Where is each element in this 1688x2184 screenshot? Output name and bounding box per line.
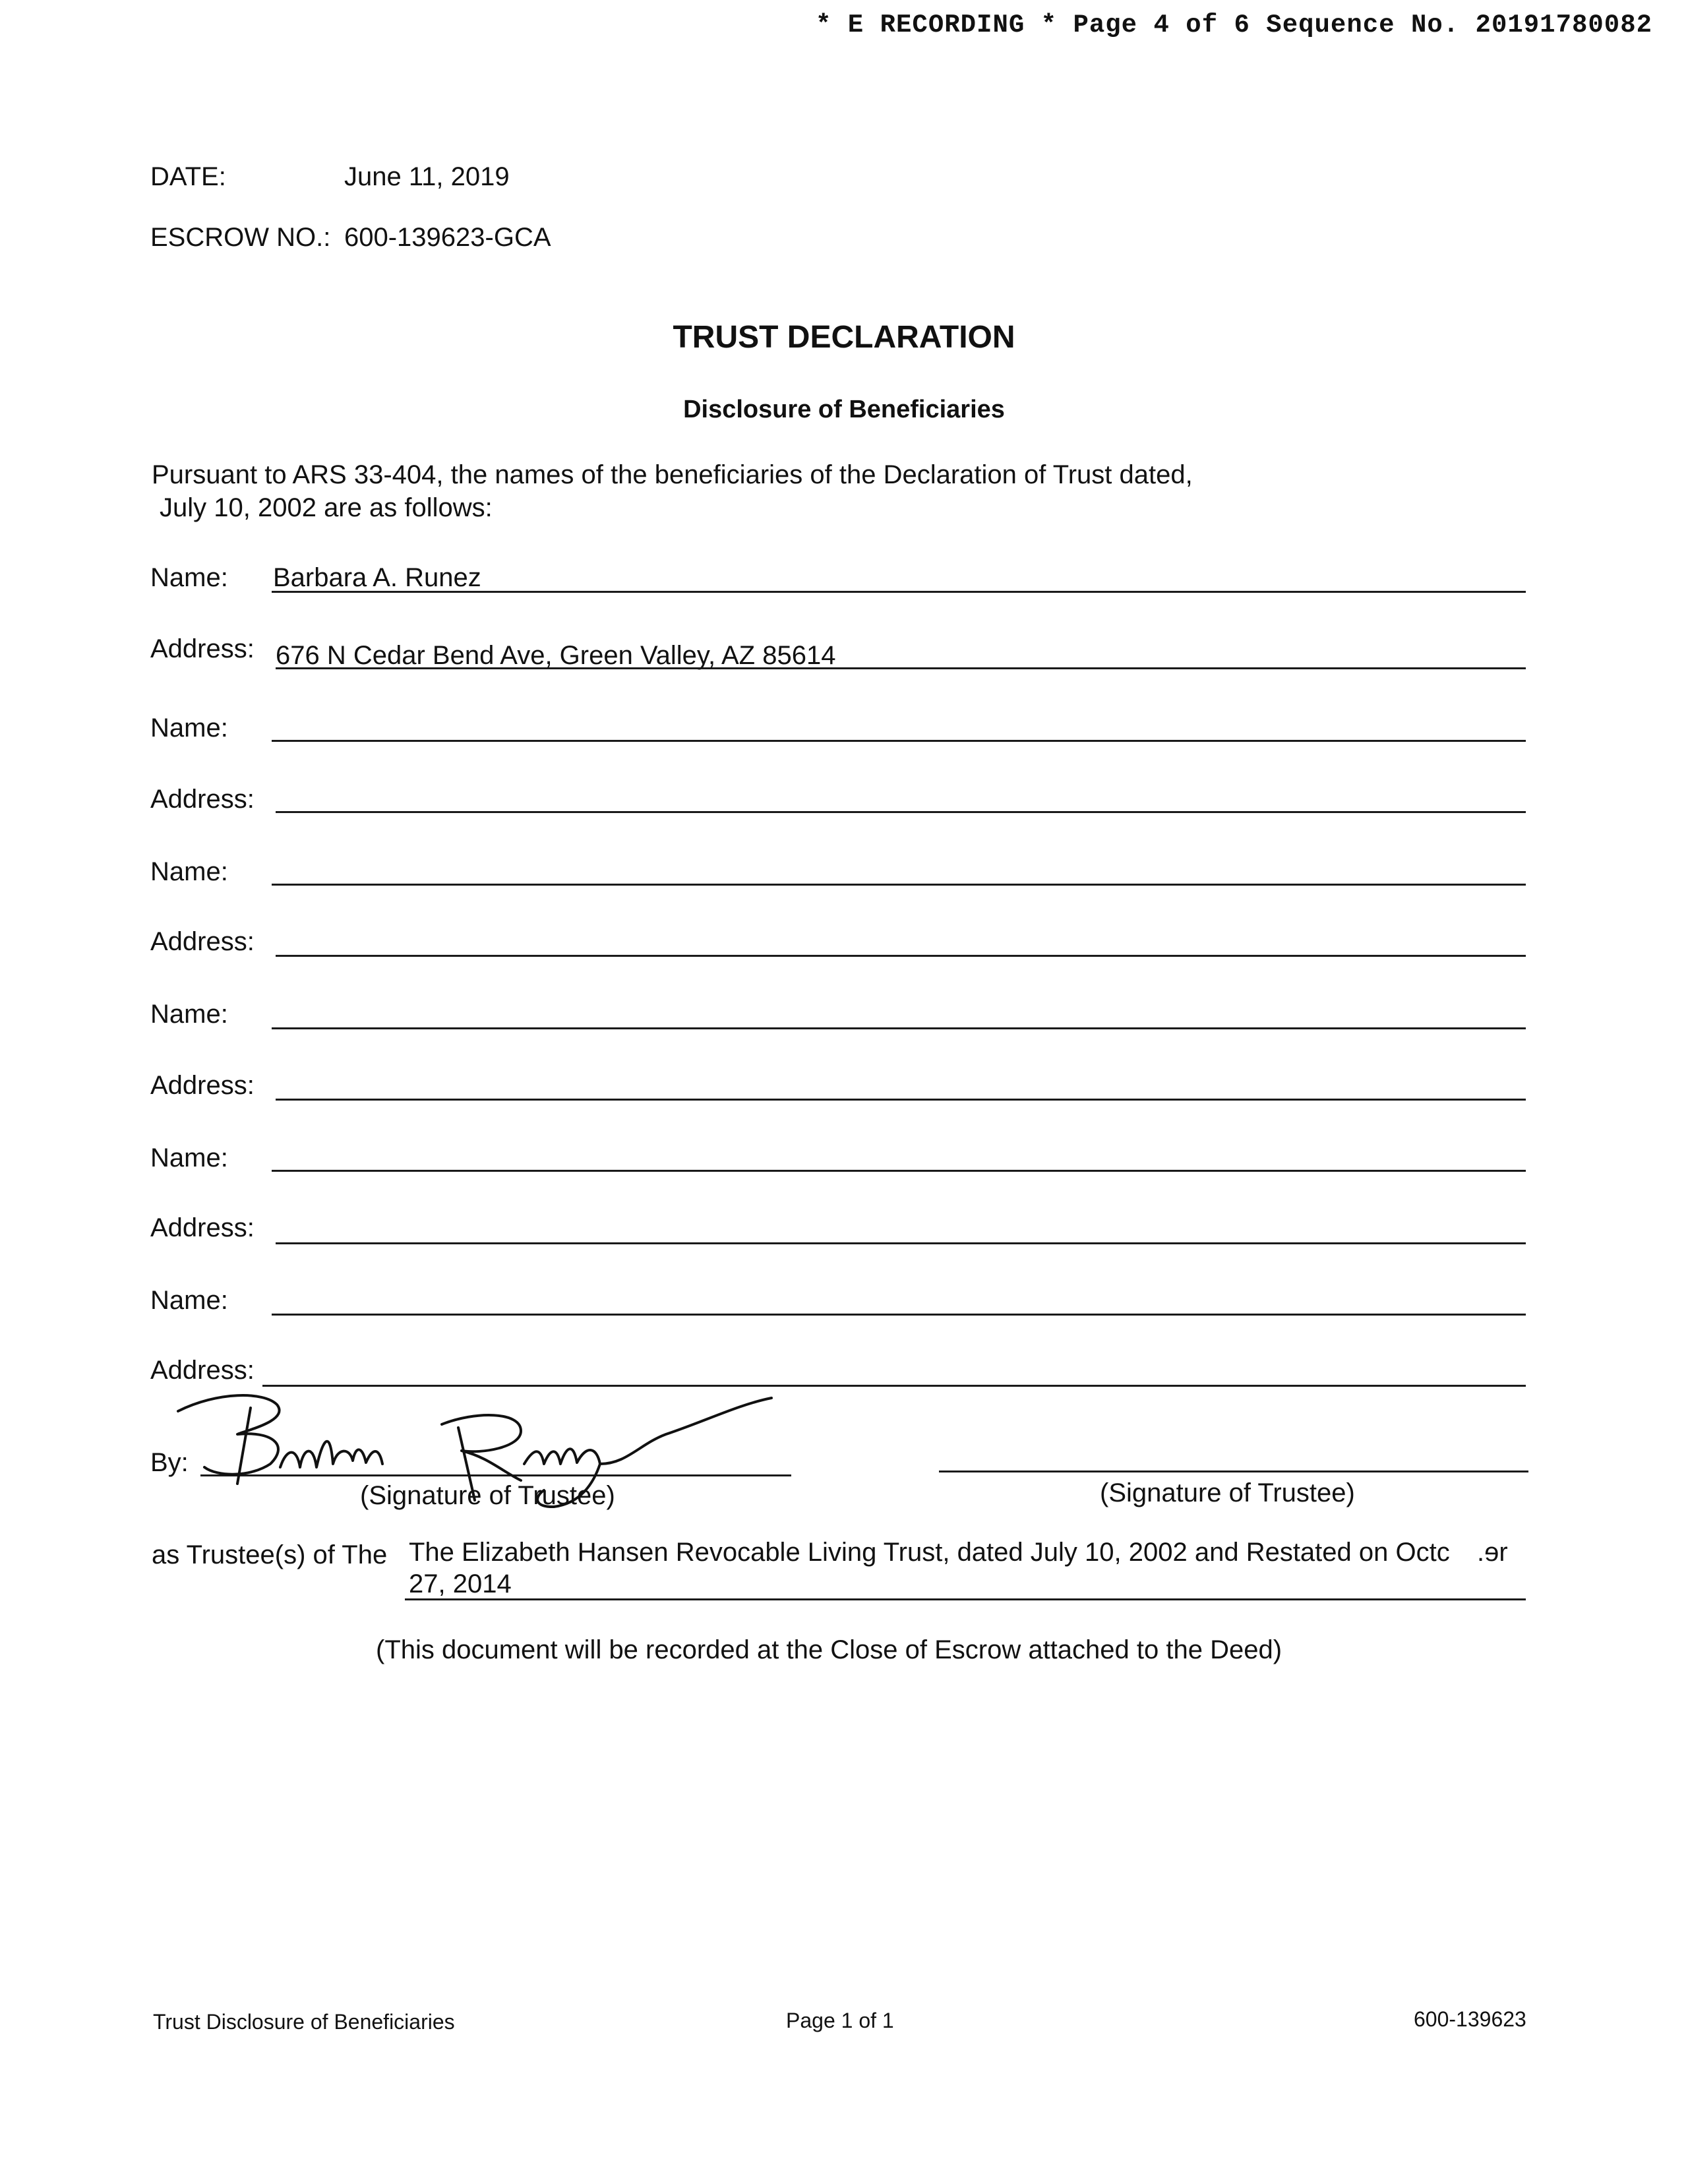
- signature-line-2: [939, 1471, 1528, 1472]
- trustee-caption-1: (Signature of Trustee): [360, 1481, 615, 1510]
- by-label: By:: [150, 1448, 189, 1477]
- name-line: [272, 740, 1526, 742]
- escrow-label: ESCROW NO.:: [150, 223, 331, 252]
- address-line: [276, 1099, 1526, 1101]
- address-line: [276, 1242, 1526, 1244]
- name-label: Name:: [150, 713, 228, 743]
- footer-page: Page 1 of 1: [786, 2009, 894, 2032]
- trust-name-tail: .ɘr: [1477, 1538, 1508, 1567]
- footer-right: 600-139623: [1414, 2007, 1526, 2031]
- name-label: Name:: [150, 857, 228, 886]
- address-line: [276, 811, 1526, 813]
- date-value: June 11, 2019: [344, 162, 510, 191]
- document-title: TRUST DECLARATION: [673, 320, 1015, 355]
- date-label: DATE:: [150, 162, 226, 191]
- name-line: [272, 884, 1526, 886]
- name-label: Name:: [150, 1143, 228, 1172]
- footer-left: Trust Disclosure of Beneficiaries: [153, 2010, 455, 2034]
- address-label: Address:: [150, 1356, 255, 1385]
- name-line: [272, 1027, 1526, 1029]
- name-label: Name:: [150, 563, 228, 592]
- name-line: [272, 591, 1526, 593]
- address-line: [276, 667, 1526, 669]
- recording-header: * E RECORDING * Page 4 of 6 Sequence No. 20191780082: [816, 11, 1652, 40]
- trust-line: [405, 1598, 1526, 1600]
- intro-line-2: July 10, 2002 are as follows:: [160, 493, 493, 522]
- address-value: 676 N Cedar Bend Ave, Green Valley, AZ 85614: [276, 641, 836, 670]
- trust-name: The Elizabeth Hansen Revocable Living Trust, dated July 10, 2002 and Restated on Octc: [409, 1538, 1450, 1567]
- address-label: Address:: [150, 1071, 255, 1100]
- address-label: Address:: [150, 634, 255, 663]
- escrow-value: 600-139623-GCA: [344, 223, 551, 252]
- name-label: Name:: [150, 1286, 228, 1315]
- name-line: [272, 1314, 1526, 1316]
- trust-date-line: 27, 2014: [409, 1569, 512, 1598]
- document-subtitle: Disclosure of Beneficiaries: [683, 396, 1005, 423]
- trustee-caption-2: (Signature of Trustee): [1100, 1478, 1355, 1507]
- trust-prefix: as Trustee(s) of The: [152, 1540, 388, 1569]
- address-label: Address:: [150, 785, 255, 814]
- address-label: Address:: [150, 1213, 255, 1242]
- address-line: [276, 955, 1526, 957]
- name-line: [272, 1170, 1526, 1172]
- address-label: Address:: [150, 927, 255, 956]
- recording-note: (This document will be recorded at the Close of Escrow attached to the Deed): [376, 1635, 1282, 1664]
- name-label: Name:: [150, 1000, 228, 1029]
- intro-line-1: Pursuant to ARS 33-404, the names of the beneficiaries of the Declaration of Trust dated,: [152, 460, 1193, 489]
- name-value: Barbara A. Runez: [273, 563, 481, 592]
